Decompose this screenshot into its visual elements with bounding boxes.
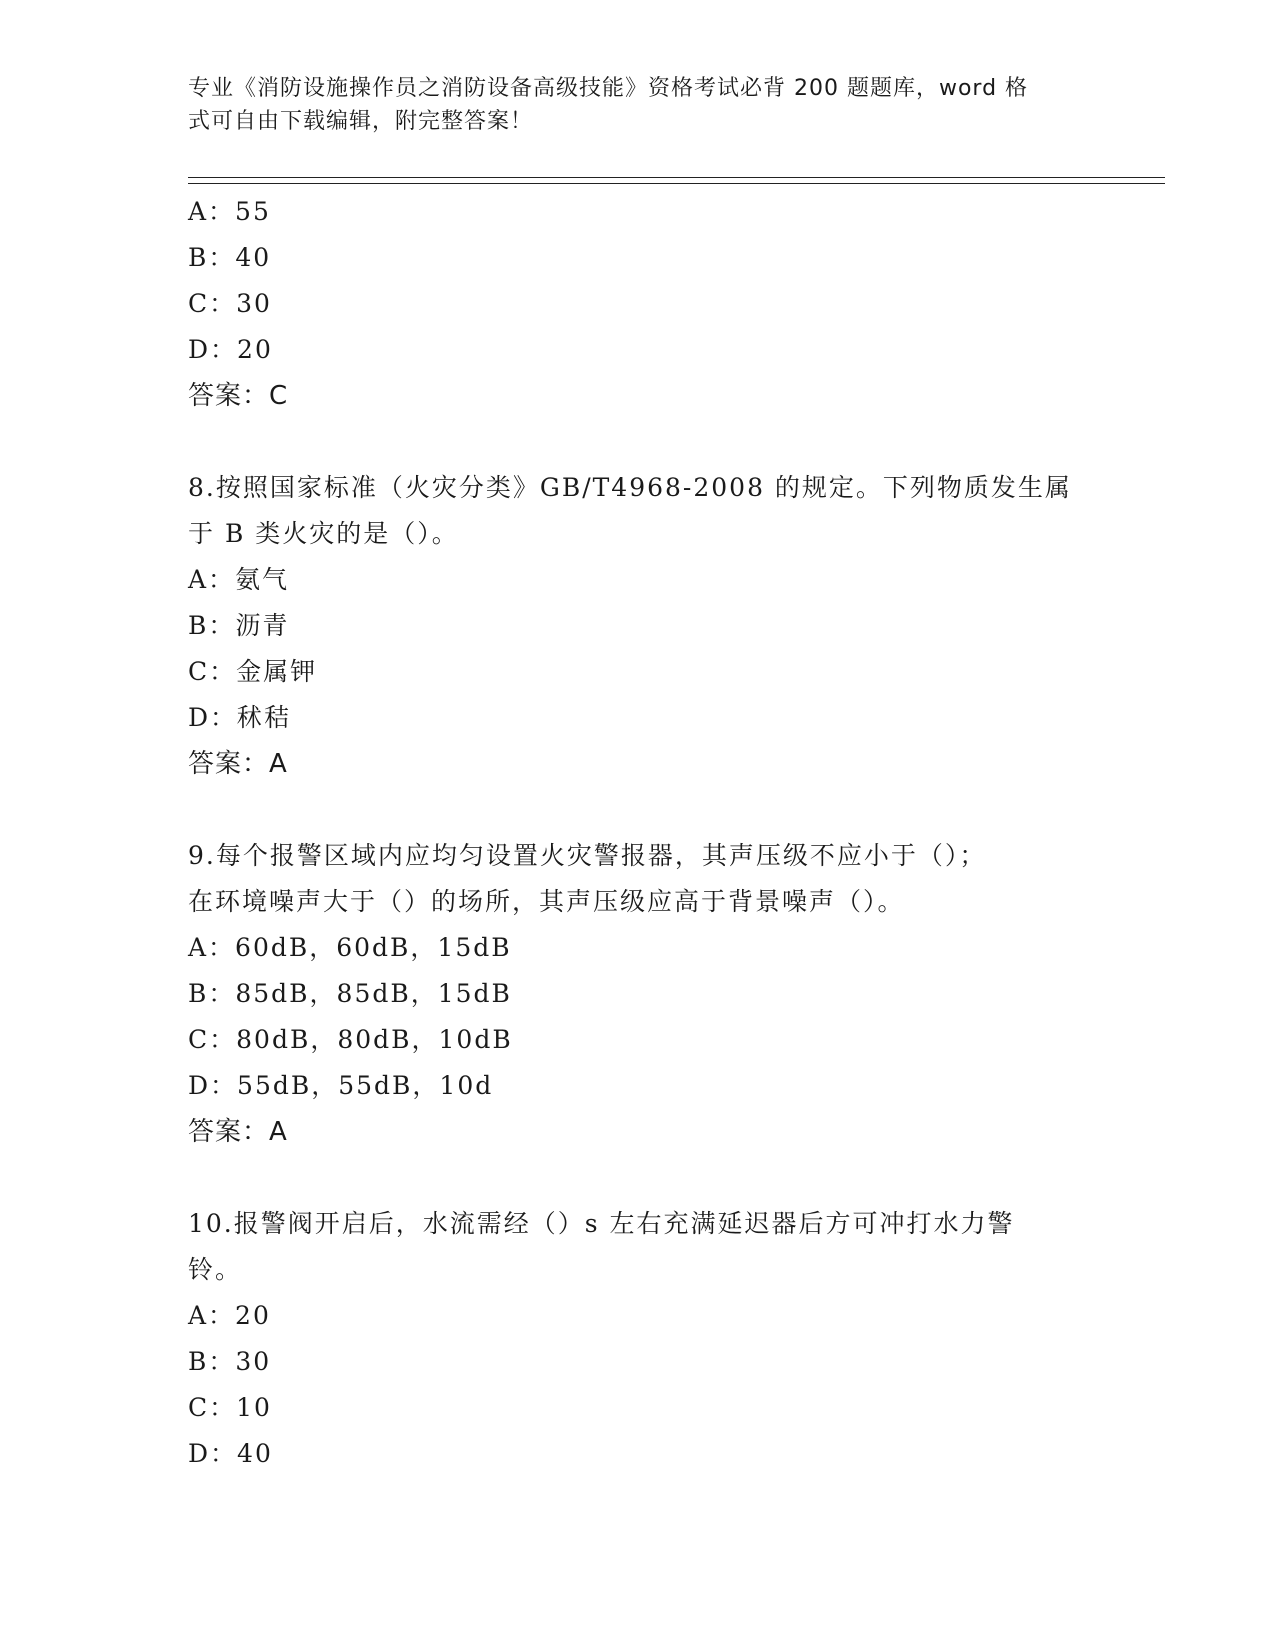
option-a: A：60dB，60dB，15dB xyxy=(188,933,512,962)
option-c: C：金属钾 xyxy=(188,657,318,686)
header-line-2: 式可自由下载编辑，附完整答案！ xyxy=(188,109,534,134)
question-9 xyxy=(188,833,1088,1155)
question-7 xyxy=(188,189,1088,419)
question-text-line-2: 铃。 xyxy=(188,1255,243,1284)
option-d: D：55dB，55dB，10d xyxy=(188,1071,494,1100)
spacer xyxy=(188,419,1088,465)
question-text-line-1: 8.按照国家标准（火灾分类》GB/T4968-2008 的规定。下列物质发生属 xyxy=(188,473,1072,502)
option-c: C：30 xyxy=(188,289,272,318)
option-d: D：40 xyxy=(188,1439,273,1468)
option-b: B：85dB，85dB，15dB xyxy=(188,979,512,1008)
option-b: B：40 xyxy=(188,243,272,272)
header-divider-top xyxy=(188,177,1165,178)
answer: 答案：A xyxy=(188,749,288,779)
document-header xyxy=(188,72,1068,138)
spacer xyxy=(188,1155,1088,1201)
header-divider-bottom xyxy=(188,183,1165,184)
option-c: C：80dB，80dB，10dB xyxy=(188,1025,513,1054)
question-10 xyxy=(188,1201,1088,1477)
option-a: A：20 xyxy=(188,1301,271,1330)
question-content xyxy=(188,189,1088,1477)
question-text-line-2: 于 B 类火灾的是（）。 xyxy=(188,519,459,548)
question-text-line-1: 9.每个报警区域内应均匀设置火灾警报器，其声压级不应小于（）； xyxy=(188,841,987,870)
option-d: D：秫秸 xyxy=(188,703,292,732)
answer: 答案：A xyxy=(188,1117,288,1147)
question-text-line-1: 10.报警阀开启后，水流需经（）s 左右充满延迟器后方可冲打水力警 xyxy=(188,1209,1015,1238)
question-text-line-2: 在环境噪声大于（）的场所，其声压级应高于背景噪声（）。 xyxy=(188,887,905,916)
spacer xyxy=(188,787,1088,833)
option-b: B：30 xyxy=(188,1347,272,1376)
option-b: B：沥青 xyxy=(188,611,290,640)
option-a: A：55 xyxy=(188,197,271,226)
option-c: C：10 xyxy=(188,1393,272,1422)
header-line-1: 专业《消防设施操作员之消防设备高级技能》资格考试必背 200 题题库，word 格 xyxy=(188,76,1029,101)
option-d: D：20 xyxy=(188,335,273,364)
question-8 xyxy=(188,465,1088,787)
option-a: A：氨气 xyxy=(188,565,290,594)
answer: 答案：C xyxy=(188,381,289,411)
